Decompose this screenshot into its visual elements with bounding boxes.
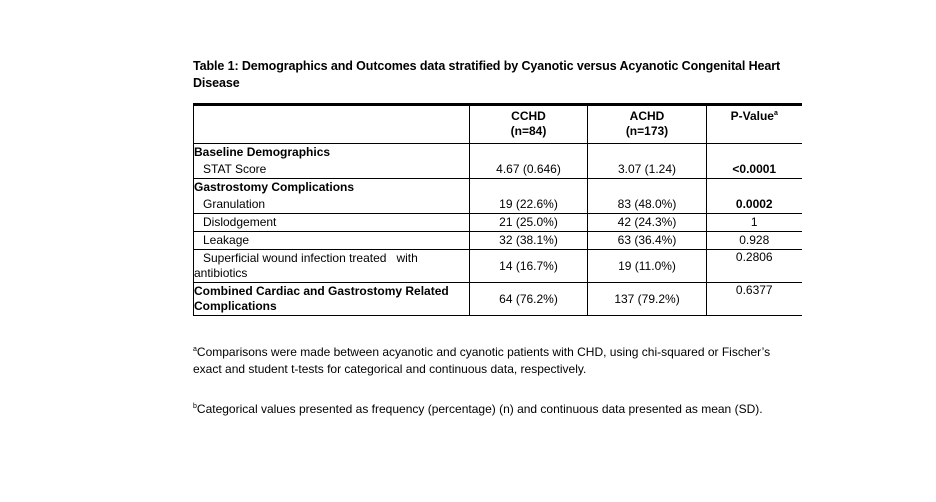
section-label: Baseline Demographics [194,144,470,162]
footnote-a [193,344,793,378]
row-label-line1: Combined Cardiac and Gastrostomy Related [194,284,449,298]
row-label-line2: Complications [194,299,277,313]
row-label-cell [194,283,470,316]
cell-achd: 3.07 (1.24) [588,161,707,179]
row-label-cell [194,161,470,179]
table-row [194,196,802,214]
cell-achd: 19 (11.0%) [588,250,707,283]
table-row [194,161,802,179]
footnote-b-text: Categorical values presented as frequency (percentage) (n) and continuous data presented as mean (SD). [196,402,763,416]
header-cchd [470,105,588,144]
table-row [194,232,802,250]
demographics-table [193,103,802,316]
empty-cell [470,179,588,197]
header-achd-label: ACHD [629,109,665,123]
empty-cell [470,144,588,162]
row-label: Granulation [203,197,266,211]
header-cchd-n: (n=84) [510,124,547,138]
cell-cchd: 14 (16.7%) [470,250,588,283]
row-label-line2: antibiotics [194,266,248,280]
header-pvalue [707,105,802,144]
header-empty-cell [194,105,470,144]
footnote-b [193,401,793,418]
empty-cell [707,179,802,197]
cell-cchd: 19 (22.6%) [470,196,588,214]
row-label: STAT Score [203,162,267,176]
header-pvalue-label: P-Value [730,109,774,123]
table-row [194,283,802,316]
cell-achd: 137 (79.2%) [588,283,707,316]
table-row [194,250,802,283]
header-cchd-label: CCHD [511,109,546,123]
header-achd-n: (n=173) [625,124,669,138]
empty-cell [707,144,802,162]
cell-cchd: 64 (76.2%) [470,283,588,316]
footnote-a-marker: a [193,346,197,353]
header-achd [588,105,707,144]
footnote-a-text: Comparisons were made between acyanotic and cyanotic patients with CHD, using chi-squared or Fischer’s exact and student t-tests for categorical and continuous data, respectively. [193,345,771,376]
cell-cchd: 4.67 (0.646) [470,161,588,179]
cell-pvalue: 0.0002 [707,196,802,214]
empty-cell [588,179,707,197]
row-label: Leakage [203,233,250,247]
row-label-line1: Superficial wound infection treated with [203,251,418,265]
cell-achd: 42 (24.3%) [588,214,707,232]
row-label-cell [194,214,470,232]
cell-cchd: 32 (38.1%) [470,232,588,250]
section-row-gastro [194,179,802,197]
table-caption: Table 1: Demographics and Outcomes data stratified by Cyanotic versus Acyanotic Congenital Heart Disease [193,59,781,90]
cell-pvalue: 0.6377 [707,283,802,316]
row-label-cell [194,250,470,283]
row-label-cell [194,232,470,250]
header-pvalue-sup: a [773,110,778,117]
footnote-b-marker: b [193,403,197,410]
row-label-cell [194,196,470,214]
table-header-row [194,105,802,144]
section-label: Gastrostomy Complications [194,179,470,197]
cell-pvalue: <0.0001 [707,161,802,179]
section-row-baseline [194,144,802,162]
cell-cchd: 21 (25.0%) [470,214,588,232]
row-label: Dislodgement [203,215,277,229]
table-row [194,214,802,232]
cell-achd: 63 (36.4%) [588,232,707,250]
cell-pvalue: 0.2806 [707,250,802,283]
empty-cell [588,144,707,162]
cell-achd: 83 (48.0%) [588,196,707,214]
cell-pvalue: 0.928 [707,232,802,250]
cell-pvalue: 1 [707,214,802,232]
